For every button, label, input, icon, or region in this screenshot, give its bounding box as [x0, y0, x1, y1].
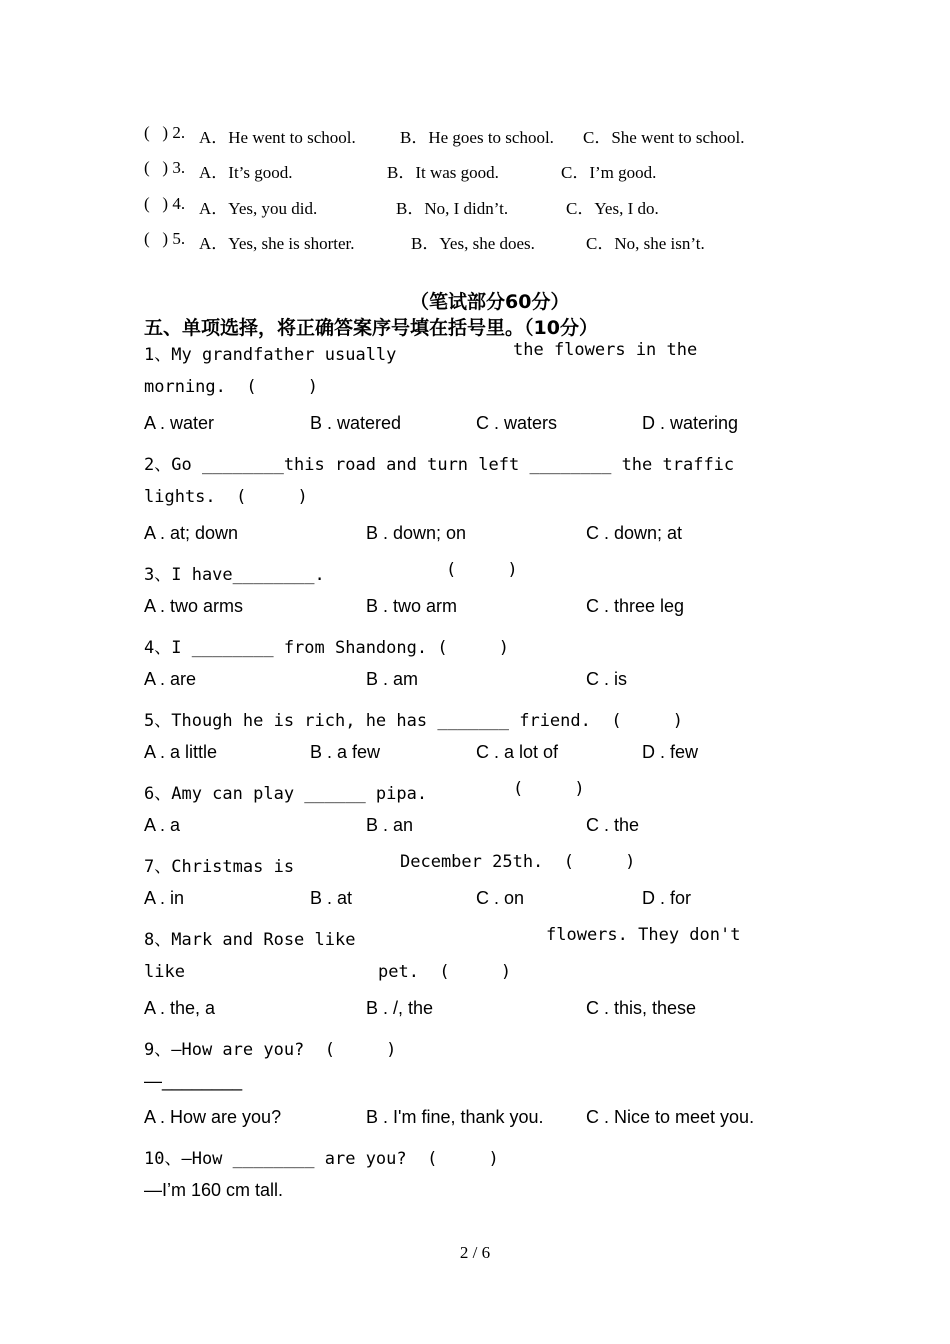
option-b: B．Yes, she does.: [411, 234, 535, 253]
option-b: B . /, the: [366, 998, 434, 1018]
question-text: 1、My grandfather usually: [144, 345, 397, 365]
option-c: C . this, these: [586, 998, 697, 1018]
listening-number: ( ) 5.: [144, 229, 186, 248]
option-a: A . a: [144, 815, 181, 835]
option-a: A . a little: [144, 742, 218, 762]
question-text: 3、I have________.: [144, 565, 325, 585]
option-c: C．She went to school.: [583, 128, 745, 147]
question-text: flowers. They don't: [546, 925, 741, 945]
option-c: C . is: [586, 669, 628, 689]
option-a: A．He went to school.: [199, 128, 356, 147]
option-b: B．It was good.: [387, 163, 499, 182]
option-a: A . two arms: [144, 596, 244, 616]
option-a: A．Yes, she is shorter.: [199, 234, 355, 253]
option-b: B．No, I didn’t.: [396, 199, 509, 218]
question-text: December 25th. ( ): [400, 852, 636, 872]
question-text: 9、—How are you? ( ): [144, 1040, 397, 1060]
option-c: C．No, she isn’t.: [586, 234, 705, 253]
option-a: A . in: [144, 888, 185, 908]
option-c: C．I’m good.: [561, 163, 657, 182]
option-b: B . down; on: [366, 523, 467, 543]
listening-number: ( ) 2.: [144, 123, 186, 142]
question-text: 4、I ________ from Shandong. ( ): [144, 638, 509, 658]
question-text: 10、—How ________ are you? ( ): [144, 1149, 499, 1169]
option-c: C . three leg: [586, 596, 685, 616]
dialogue-blank: —________: [144, 1071, 243, 1091]
option-b: B . watered: [310, 413, 402, 433]
option-c: C . a lot of: [476, 742, 559, 762]
option-b: B . an: [366, 815, 414, 835]
option-b: B . I'm fine, thank you.: [366, 1107, 544, 1127]
question-text: 5、Though he is rich, he has _______ friend. ( ): [144, 711, 683, 731]
question-text: 6、Amy can play ______ pipa.: [144, 784, 428, 804]
page-number: 2 / 6: [459, 1243, 491, 1262]
option-b: B . am: [366, 669, 419, 689]
option-b: B . a few: [310, 742, 381, 762]
option-a: A . the, a: [144, 998, 216, 1018]
option-c: C . the: [586, 815, 640, 835]
option-b: B . at: [310, 888, 353, 908]
option-c: C . down; at: [586, 523, 683, 543]
option-d: D . watering: [642, 413, 739, 433]
option-c: C . waters: [476, 413, 558, 433]
option-a: A．It’s good.: [199, 163, 293, 182]
question-text: 2、Go ________this road and turn left ________ the traffic: [144, 455, 735, 475]
option-c: C . Nice to meet you.: [586, 1107, 755, 1127]
option-c: C．Yes, I do.: [566, 199, 659, 218]
question-text: 7、Christmas is: [144, 857, 295, 877]
question-text: 8、Mark and Rose like: [144, 930, 356, 950]
option-a: A . water: [144, 413, 215, 433]
option-a: A . are: [144, 669, 197, 689]
question-text: like: [144, 962, 185, 982]
option-d: D . for: [642, 888, 692, 908]
option-a: A．Yes, you did.: [199, 199, 318, 218]
question-text: lights. ( ): [144, 487, 308, 507]
option-a: A . How are you?: [144, 1107, 282, 1127]
question-text: pet. ( ): [378, 962, 512, 982]
answer-parentheses: ( ): [513, 779, 585, 799]
question-text: the flowers in the: [513, 340, 698, 360]
option-a: A . at; down: [144, 523, 239, 543]
section-5-title: 五、单项选择，将正确答案序号填在括号里。（10分）: [144, 317, 598, 339]
option-b: B . two arm: [366, 596, 458, 616]
option-c: C . on: [476, 888, 525, 908]
listening-number: ( ) 3.: [144, 158, 186, 177]
written-section-header: （笔试部分60分）: [410, 291, 570, 313]
listening-number: ( ) 4.: [144, 194, 186, 213]
answer-parentheses: ( ): [446, 560, 518, 580]
option-d: D . few: [642, 742, 699, 762]
option-b: B．He goes to school.: [400, 128, 554, 147]
question-text: morning. ( ): [144, 377, 318, 397]
dialogue-answer: —I’m 160 cm tall.: [144, 1180, 284, 1200]
